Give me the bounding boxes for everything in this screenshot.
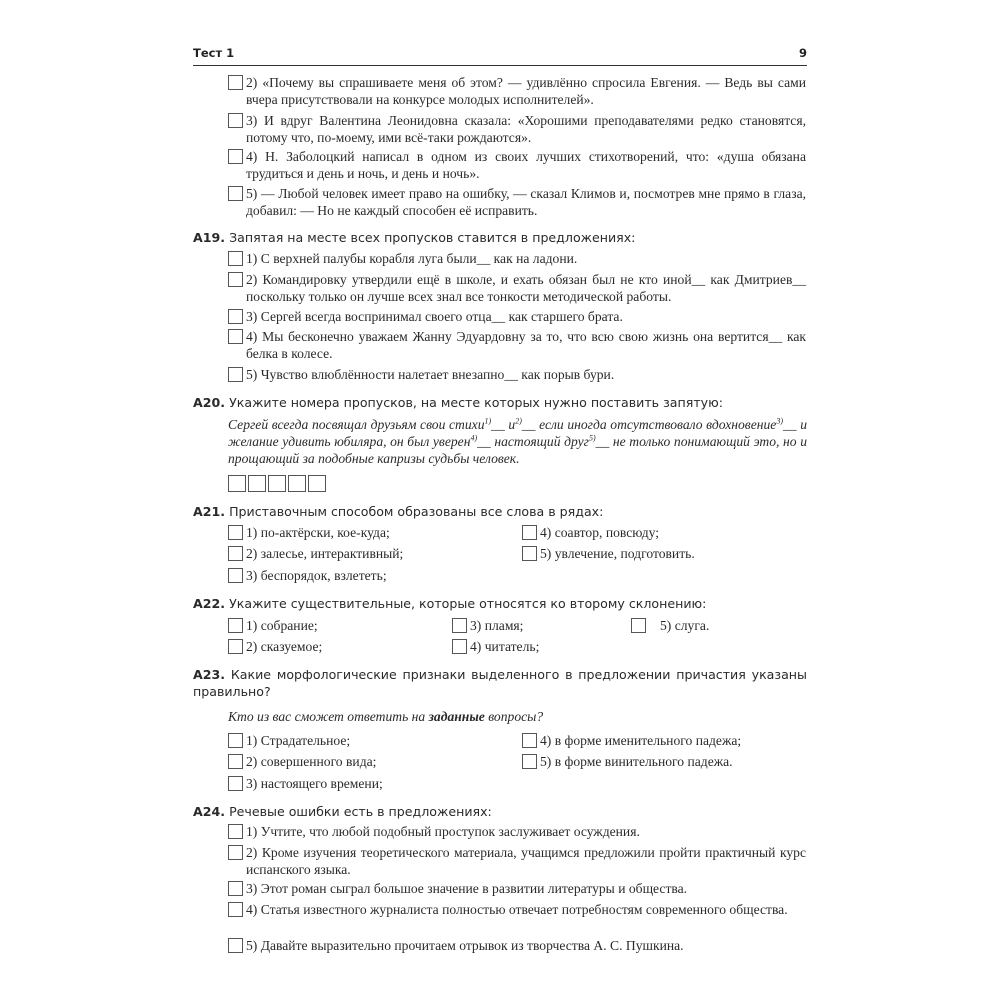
a24-option-3: 3) Этот роман сыграл большое значение в развитии литературы и общества. (228, 880, 807, 897)
question-number: А23. (193, 667, 226, 682)
question-a21 (193, 503, 807, 520)
question-a23 (193, 666, 807, 700)
answer-checkbox[interactable] (228, 309, 243, 324)
question-prompt: Укажите существительные, которые относятся ко второму склонению: (229, 596, 707, 611)
answer-cells (228, 475, 328, 492)
gap-marker: 5) (588, 433, 596, 443)
answer-checkbox[interactable] (228, 546, 243, 561)
a22-option-2: 2) сказуемое; (228, 638, 322, 655)
question-a22 (193, 595, 807, 612)
question-number: А22. (193, 596, 226, 611)
a24-option-5: 5) Давайте выразительно прочитаем отрывок из творчества А. С. Пушкина. (228, 937, 807, 954)
gap-marker: 1) (484, 416, 492, 426)
answer-checkbox[interactable] (228, 902, 243, 917)
a23-option-1: 1) Страдательное; (228, 732, 350, 749)
question-number: А24. (193, 804, 226, 819)
answer-checkbox[interactable] (228, 149, 243, 164)
answer-checkbox[interactable] (228, 568, 243, 583)
answer-checkbox[interactable] (228, 733, 243, 748)
a23-option-4: 4) в форме именительного падежа; (522, 732, 741, 749)
a24-option-1: 1) Учтите, что любой подобный проступок заслуживает осуждения. (228, 823, 807, 840)
answer-cell[interactable] (228, 475, 246, 492)
answer-checkbox[interactable] (522, 546, 537, 561)
question-prompt: Какие морфологические признаки выделенного в предложении причастия указаны правильно? (193, 667, 807, 699)
question-number: А21. (193, 504, 226, 519)
page-header (193, 46, 807, 66)
q18-option-3: 3) И вдруг Валентина Леонидовна сказала: «Хорошими преподавателями редко становятся, потому что, по-моему, ими всё-таки рождаются». (228, 112, 807, 146)
question-number: А19. (193, 230, 226, 245)
header-rule (193, 65, 807, 66)
question-prompt: Приставочным способом образованы все слова в рядах: (229, 504, 604, 519)
answer-checkbox[interactable] (522, 754, 537, 769)
answer-checkbox[interactable] (228, 754, 243, 769)
answer-cell[interactable] (268, 475, 286, 492)
a23-option-3: 3) настоящего времени; (228, 775, 383, 792)
question-a20 (193, 394, 807, 411)
gap-marker: 2) (515, 416, 522, 426)
a24-option-4: 4) Статья известного журналиста полностью отвечает потребностям современного общества. (228, 901, 807, 918)
answer-checkbox[interactable] (228, 639, 243, 654)
answer-checkbox[interactable] (228, 75, 243, 90)
a22-option-5: 5) слуга. (631, 617, 709, 634)
answer-checkbox[interactable] (228, 881, 243, 896)
answer-checkbox[interactable] (228, 186, 243, 201)
a21-option-4: 4) соавтор, повсюду; (522, 524, 659, 541)
answer-checkbox[interactable] (228, 776, 243, 791)
answer-checkbox[interactable] (228, 251, 243, 266)
answer-checkbox[interactable] (522, 733, 537, 748)
a21-option-5: 5) увлечение, подготовить. (522, 545, 695, 562)
a19-option-2: 2) Командировку утвердили ещё в школе, и ехать обязан был не кто иной__ как Дмитриев__ поскольку только он лучше всех знал все тонкости методической работы. (228, 271, 807, 305)
a23-option-5: 5) в форме винительного падежа. (522, 753, 733, 770)
a21-option-3: 3) беспорядок, взлететь; (228, 567, 387, 584)
a22-option-4: 4) читатель; (452, 638, 539, 655)
section-title: Тест 1 (193, 46, 235, 60)
page-number: 9 (798, 46, 807, 60)
gap-marker: 3) (776, 416, 783, 426)
q18-option-2: 2) «Почему вы спрашиваете меня об этом? — удивлённо спросила Евгения. — Ведь вы сами вчера присутствовали на конкурсе молодых исполнителей». (228, 74, 807, 108)
a23-option-2: 2) совершенного вида; (228, 753, 376, 770)
question-number: А20. (193, 395, 226, 410)
gap-marker: 4) (470, 433, 478, 443)
question-a19 (193, 229, 807, 246)
a19-option-5: 5) Чувство влюблённости налетает внезапно__ как порыв бури. (228, 366, 807, 383)
answer-checkbox[interactable] (228, 845, 243, 860)
answer-checkbox[interactable] (228, 272, 243, 287)
q18-option-4: 4) Н. Заболоцкий написал в одном из своих лучших стихотворений, что: «душа обязана трудиться и день и ночь, и день и ночь». (228, 148, 807, 182)
answer-checkbox[interactable] (228, 938, 243, 953)
a19-option-1: 1) С верхней палубы корабля луга были__ как на ладони. (228, 250, 807, 267)
a22-option-1: 1) собрание; (228, 617, 318, 634)
answer-cell[interactable] (248, 475, 266, 492)
a21-option-1: 1) по-актёрски, кое-куда; (228, 524, 390, 541)
a24-option-2: 2) Кроме изучения теоретического материала, учащимся предложили пройти практичный курс испанского языка. (228, 844, 807, 878)
question-prompt: Речевые ошибки есть в предложениях: (229, 804, 492, 819)
answer-checkbox[interactable] (228, 367, 243, 382)
question-a24 (193, 803, 807, 820)
answer-cell[interactable] (288, 475, 306, 492)
answer-checkbox[interactable] (452, 639, 467, 654)
highlighted-participle: заданные (428, 709, 485, 724)
a20-sentence: Сергей всегда посвящал друзьям свои стихи$^{1)}$__ $и^{2)}\_\_$ если иногда отсутствовало вдохновение$^{3)}$__ и желание удивить юбиляра, он был уверен$^{4)}$__ настоящий друг$^{5)}$__ не только понимающий это, но и прощающий за подобные капризы судьбы человек. (228, 416, 808, 466)
question-prompt: Укажите номера пропусков, на месте которых нужно поставить запятую: (229, 395, 723, 410)
a22-option-3: 3) пламя; (452, 617, 523, 634)
answer-checkbox[interactable] (228, 525, 243, 540)
answer-checkbox[interactable] (228, 329, 243, 344)
a19-option-3: 3) Сергей всегда воспринимал своего отца__ как старшего брата. (228, 308, 807, 325)
answer-checkbox[interactable] (452, 618, 467, 633)
answer-checkbox[interactable] (522, 525, 537, 540)
question-prompt: Запятая на месте всех пропусков ставится в предложениях: (229, 230, 636, 245)
a19-option-4: 4) Мы бесконечно уважаем Жанну Эдуардовну за то, что всю свою жизнь она вертится__ как белка в колесе. (228, 328, 807, 362)
answer-checkbox[interactable] (631, 618, 646, 633)
a23-sentence: Кто из вас сможет ответить на заданные вопросы? (228, 709, 544, 724)
answer-cell[interactable] (308, 475, 326, 492)
answer-checkbox[interactable] (228, 113, 243, 128)
answer-checkbox[interactable] (228, 618, 243, 633)
q18-option-5: 5) — Любой человек имеет право на ошибку, — сказал Климов и, посмотрев мне прямо в глаза, добавил: — Но не каждый способен её исправить. (228, 185, 807, 219)
answer-checkbox[interactable] (228, 824, 243, 839)
a21-option-2: 2) залесье, интерактивный; (228, 545, 403, 562)
